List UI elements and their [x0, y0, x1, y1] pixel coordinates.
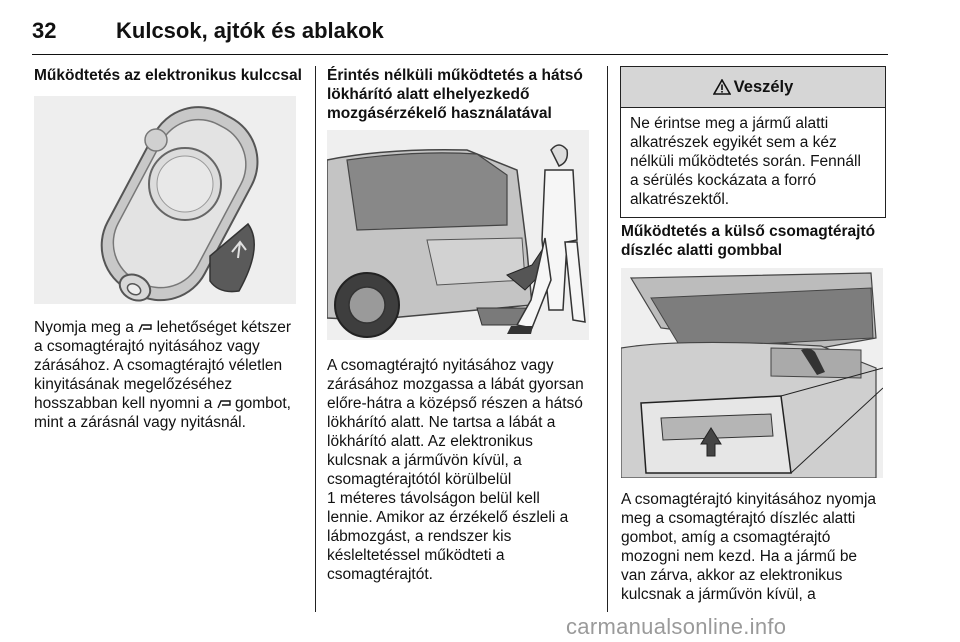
car-rear-kick-sensor-illustration [327, 130, 589, 340]
warning-title-bar [621, 67, 885, 108]
paragraph-line: A csomagtérajtó kinyitásához nyomja [621, 491, 877, 508]
warning-line: nélküli működtetés során. Fennáll [630, 153, 861, 170]
tailgate-trim-button-illustration [621, 268, 883, 478]
paragraph-line: mozogni nem kezd. Ha a jármű be [621, 548, 858, 565]
left-column [34, 66, 304, 85]
tailgate-symbol-icon [138, 323, 152, 333]
paragraph-line [34, 318, 306, 337]
warning-line: alkatrészektől. [630, 191, 730, 208]
warning-line: a sérülés kockázata a forró [630, 172, 817, 189]
text-run: Nyomja meg a [34, 319, 134, 336]
column-divider [607, 66, 608, 612]
paragraph-line [34, 394, 306, 413]
paragraph-line: a csomagtérajtó nyitásához vagy [34, 338, 260, 355]
danger-warning-box [620, 66, 886, 218]
trim-button-figure [621, 268, 883, 478]
column-divider [315, 66, 316, 612]
paragraph-line: csomagtérajtótól körülbelül [327, 471, 512, 488]
paragraph-line: kulcsnak a járművön kívül, a [327, 452, 522, 469]
site-watermark[interactable]: carmanualsonline.info [566, 614, 787, 639]
paragraph-line: kulcsnak a járművön kívül, a [621, 586, 816, 603]
section-heading: lökhárító alatt elhelyezkedő [327, 86, 530, 103]
paragraph-line: csomagtérajtót. [327, 566, 433, 583]
kick-sensor-figure [327, 130, 589, 340]
tailgate-symbol-icon [217, 399, 231, 409]
text-run: gombot, [234, 395, 291, 412]
section-heading: Működtetés az elektronikus kulccsal [34, 67, 302, 84]
left-paragraph [34, 318, 306, 432]
paragraph-line: kinyitásának megelőzéséhez [34, 376, 233, 393]
right-paragraph [621, 490, 893, 604]
page-number: 32 [32, 18, 57, 43]
middle-paragraph [327, 356, 599, 584]
paragraph-line: lökhárító alatt. Az elektronikus [327, 433, 533, 450]
paragraph-line: zárásához mozgassa a lábát gyorsan [327, 376, 584, 393]
paragraph-line: késleltetéssel működteti a [327, 547, 505, 564]
section-heading: Működtetés a külső csomagtérajtó [621, 223, 876, 240]
warning-body [621, 108, 885, 217]
section-heading: mozgásérzékelő használatával [327, 105, 552, 122]
paragraph-line: meg a csomagtérajtó díszléc alatti [621, 510, 856, 527]
paragraph-line: van zárva, akkor az elektronikus [621, 567, 843, 584]
key-fob-figure [34, 96, 296, 304]
section-heading: Érintés nélküli működtetés a hátsó [327, 67, 583, 84]
section-heading: díszléc alatti gombbal [621, 242, 783, 259]
paragraph-line: zárásához. A csomagtérajtó véletlen [34, 357, 283, 374]
paragraph-line: lábmozgást, a rendszer kis [327, 528, 512, 545]
warning-title: Veszély [733, 77, 794, 96]
paragraph-line: A csomagtérajtó nyitásához vagy [327, 357, 554, 374]
middle-heading [327, 66, 599, 123]
paragraph-line: lökhárító alatt. Ne tartsa a lábát a [327, 414, 556, 431]
page-header [32, 14, 888, 55]
warning-line: alkatrészek egyikét sem a kéz [630, 134, 837, 151]
warning-line: Ne érintse meg a jármű alatti [630, 115, 829, 132]
right-heading [621, 222, 891, 260]
text-run: hosszabban kell nyomni a [34, 395, 213, 412]
paragraph-line: 1 méteres távolságon belül kell [327, 490, 540, 507]
paragraph-line: gombot, amíg a csomagtérajtó [621, 529, 831, 546]
text-run: lehetőséget kétszer [156, 319, 291, 336]
paragraph-line: előre-hátra a középső részen a hátsó [327, 395, 583, 412]
car-key-fob-icon [34, 96, 296, 304]
paragraph-line: lennie. Amikor az érzékelő észleli a [327, 509, 569, 526]
warning-triangle-icon [713, 79, 731, 95]
paragraph-line: mint a zárásnál vagy nyitásnál. [34, 414, 246, 431]
chapter-title: Kulcsok, ajtók és ablakok [116, 18, 384, 43]
